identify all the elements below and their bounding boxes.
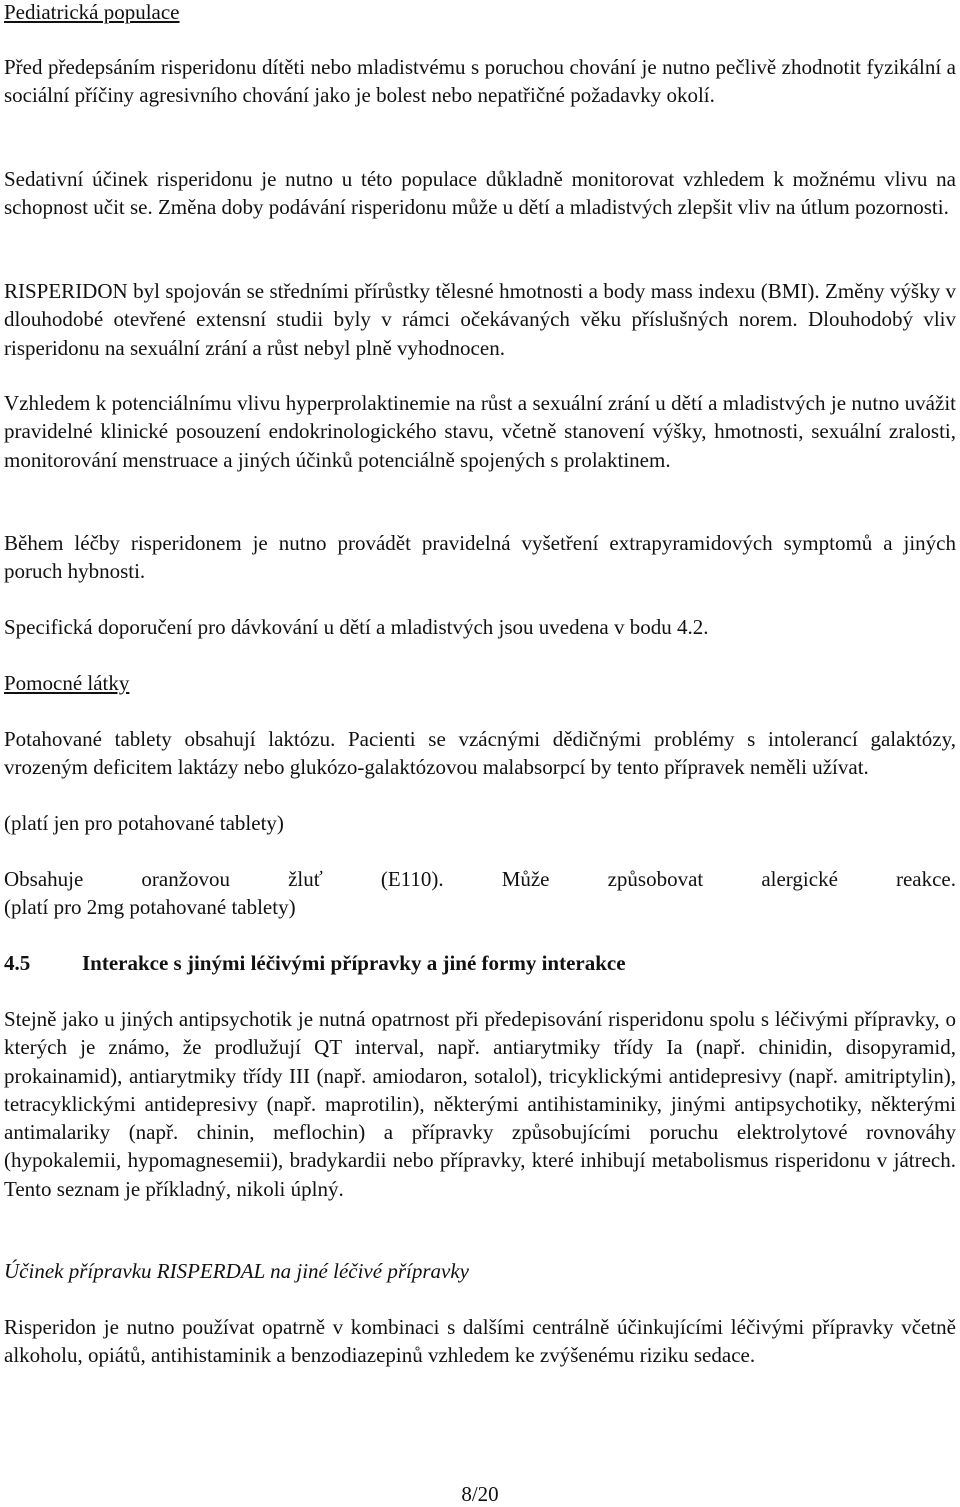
paragraph: Před předepsáním risperidonu dítěti nebo mladistvému s poruchou chování je nutno pečlivě zhodnotit fyzikální a sociální příčiny agresivního chování jako je bolest nebo nepatřičné požadavky okolí. (4, 55, 956, 108)
section-heading-pediatric: Pediatrická populace (4, 0, 180, 24)
section-title: Interakce s jinými léčivými přípravky a jiné formy interakce (82, 951, 626, 975)
paragraph: Specifická doporučení pro dávkování u dětí a mladistvých jsou uvedena v bodu 4.2. (4, 615, 709, 639)
section-heading-excipients: Pomocné látky (4, 671, 130, 695)
paragraph: Během léčby risperidonem je nutno provádět pravidelná vyšetření extrapyramidových symptomů a jiných poruch hybnosti. (4, 531, 956, 584)
paragraph: Potahované tablety obsahují laktózu. Pacienti se vzácnými dědičnými problémy s intolerancí galaktózy, vrozeným deficitem laktázy nebo glukózo-galaktózovou malabsorpcí by tento přípravek neměli užívat. (4, 727, 956, 780)
page-number: 8/20 (461, 1482, 499, 1506)
subheading: Účinek přípravku RISPERDAL na jiné léčivé přípravky (4, 1259, 469, 1283)
paragraph: Vzhledem k potenciálnímu vlivu hyperprolaktinemie na růst a sexuální zrání u dětí a mladistvých je nutno uvážit pravidelné klinické posouzení endokrinologického stavu, včetně stanovení výšky, hmotnosti, sexuální zralosti, monitorování menstruace a jiných účinků potenciálně spojených s prolaktinem. (4, 391, 956, 472)
section-heading-4-5 (4, 949, 626, 977)
section-number: 4.5 (4, 951, 31, 975)
paragraph: Obsahuje oranžovou žluť (E110). Může způsobovat alergické reakce. (4, 867, 956, 891)
paragraph-note: (platí jen pro potahované tablety) (4, 811, 284, 835)
paragraph: Sedativní účinek risperidonu je nutno u této populace důkladně monitorovat vzhledem k možnému vlivu na schopnost učit se. Změna doby podávání risperidonu může u dětí a mladistvých zlepšit vliv na útlum pozornosti. (4, 167, 956, 220)
paragraph: Risperidon je nutno používat opatrně v kombinaci s dalšími centrálně účinkujícími léčivými přípravky včetně alkoholu, opiátů, antihistaminik a benzodiazepinů vzhledem ke zvýšenému riziku sedace. (4, 1315, 956, 1368)
paragraph-note: (platí pro 2mg potahované tablety) (4, 895, 296, 919)
paragraph: RISPERIDON byl spojován se středními přírůstky tělesné hmotnosti a body mass indexu (BMI). Změny výšky v dlouhodobé otevřené extensní studii byly v rámci očekávaných věku příslušných norem. Dlouhodobý vliv risperidonu na sexuální zrání a růst nebyl plně vyhodnocen. (4, 279, 956, 360)
paragraph: Stejně jako u jiných antipsychotik je nutná opatrnost při předepisování risperidonu spolu s léčivými přípravky, o kterých je známo, že prodlužují QT interval, např. antiarytmiky třídy Ia (např. chinidin, disopyramid, prokainamid), antiarytmiky třídy III (např. amiodaron, sotalol), tricyklickými antidepresivy (např. amitriptylin), tetracyklickými antidepresivy (např. maprotilin), některými antihistaminiky, jinými antipsychotiky, některými antimalariky (např. chinin, meflochin) a přípravky způsobujícími poruchu elektrolytové rovnováhy (hypokalemii, hypomagnesemii), bradykardii nebo přípravky, které inhibují metabolismus risperidonu v játrech. Tento seznam je příkladný, nikoli úplný. (4, 1007, 956, 1201)
